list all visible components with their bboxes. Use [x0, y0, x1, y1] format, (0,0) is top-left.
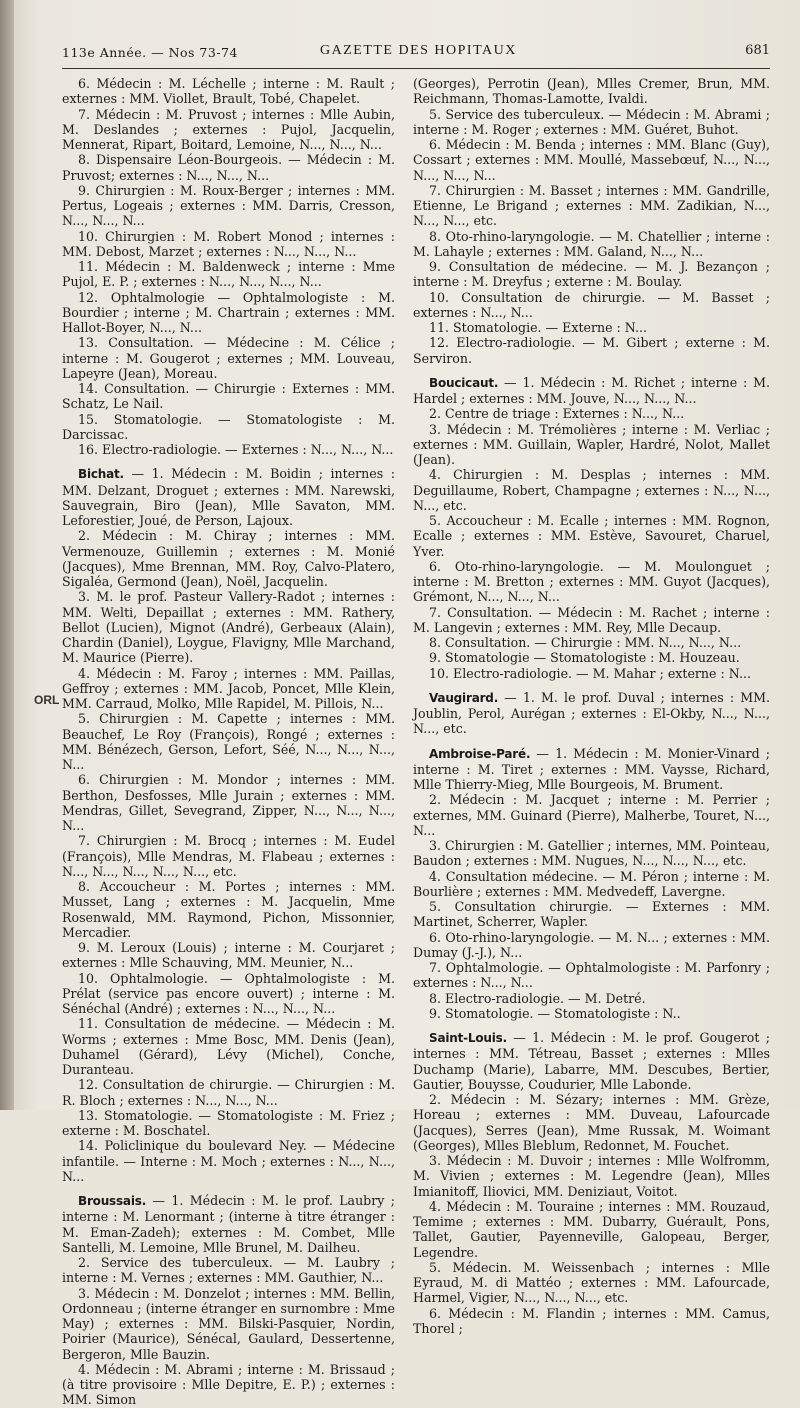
paragraph [413, 666, 770, 681]
paragraph [62, 229, 395, 260]
paragraph-text: 4. Médecin : M. Touraine ; internes : MM. Rouzaud, Temime ; externes : MM. Dubarry, Guérault, Pons, Tallet, Gautier, Payenneville, Galopeau, Berger, Legendre. [413, 1198, 770, 1260]
paragraph [62, 381, 395, 412]
paragraph [62, 466, 395, 528]
paragraph [413, 635, 770, 650]
paragraph-text: — 1. M. le prof. Duval ; internes : MM. Joublin, Perol, Aurégan ; externes : El-Okby, N..., N..., N..., etc. [413, 689, 770, 737]
paragraph-text: 7. Chirurgien : M. Basset ; internes : MM. Gandrille, Etienne, Le Brigand ; externes : MM. Zadikian, N..., N..., N..., etc. [413, 182, 770, 229]
paragraph-text: 7. Ophtalmologie. — Ophtalmologiste : M. Parfonry ; externes : N..., N... [413, 960, 770, 991]
paragraph [413, 792, 770, 838]
paragraph-text: — 1. Médecin : M. Monier-Vinard ; interne : M. Tiret ; externes : MM. Vaysse, Richard, Mlle Thierry-Mieg, Mlle Bourgeois, M. Brument. [413, 745, 770, 792]
paragraph-text: 12. Ophtalmologie — Ophtalmologiste : M. Bourdier ; interne ; M. Chartrain ; externes : MM. Hallot-Boyer, N..., N... [62, 289, 395, 335]
paragraph [413, 746, 770, 793]
paragraph [62, 183, 395, 229]
paragraph-text: — 1. Médecin : M. Boidin ; internes : MM. Delzant, Droguet ; externes : MM. Narewski, Sauvegrain, Biro (Jean), Mlle Savaton, MM. Leforestier, Joué, de Person, Lajoux. [62, 466, 395, 528]
paragraph-text: 5. Chirurgien : M. Capette ; internes : MM. Beauchef, Le Roy (François), Rongé ; externes : MM. Bénézech, Gerson, Lefort, Séé, N..., N..., N..., N... [62, 711, 395, 772]
paragraph-text: 6. Oto-rhino-laryngologie. — M. N... ; externes : MM. Dumay (J.-J.), N... [413, 929, 770, 960]
paragraph-text: 3. Médecin : M. Duvoir ; internes : Mlle Wolfromm, M. Vivien ; externes : M. Legendre (Jean), Mlles Imianitoff, Iliovici, MM. Deniziaut, Voitot. [413, 1153, 770, 1199]
paragraph [413, 650, 770, 665]
paragraph [62, 442, 395, 457]
paragraph-text: 4. Consultation médecine. — M. Péron ; interne : M. Bourlière ; externes : MM. Medvedeff, Lavergne. [413, 868, 770, 899]
paragraph-text: 4. Chirurgien : M. Desplas ; internes : MM. Deguillaume, Robert, Champagne ; externes : N..., N..., N..., etc. [413, 467, 770, 513]
paragraph-text: 3. Médecin : M. Donzelot ; internes : MM. Bellin, Ordonneau ; (interne étranger en surnombre : Mme May) ; externes : MM. Bilski-Pasquier, Nordin, Poirier (Maurice), Sénécal, Gaulard, Dessertenne, Bergeron, Mlle Bauzin. [62, 1285, 395, 1362]
right-column [413, 76, 770, 1336]
paragraph-text: 12. Electro-radiologie. — M. Gibert ; externe : M. Serviron. [413, 335, 770, 366]
paragraph-text: 13. Stomatologie. — Stomatologiste : M. Friez ; externe : M. Boschatel. [62, 1107, 395, 1138]
paragraph-text: 8. Consultation. — Chirurgie : MM. N..., N..., N... [429, 635, 742, 650]
paragraph-text: 7. Médecin : M. Pruvost ; internes : Mlle Aubin, M. Deslandes ; externes : Pujol, Jacquelin, Mennerat, Ripart, Boitard, Lemoine, N..., N..., N... [62, 106, 395, 152]
section-gap [413, 737, 770, 746]
section-gap [413, 366, 770, 375]
paragraph-text: 6. Chirurgien : M. Mondor ; internes : MM. Berthon, Desfosses, Mlle Jurain ; externes : MM. Mendras, Gillet, Sevegrand, Zipper, N..., N..., N..., N... [62, 772, 395, 833]
hospital-name: Boucicaut. [429, 375, 499, 390]
paragraph-text: 12. Consultation de chirurgie. — Chirurgien : M. R. Bloch ; externes : N..., N..., N... [62, 1077, 395, 1108]
paragraph [413, 183, 770, 229]
section-gap [62, 1184, 395, 1193]
paragraph-text: 7. Consultation. — Médecin : M. Rachet ; interne : M. Langevin ; externes : MM. Rey, Mlle Decaup. [413, 604, 770, 635]
left-column [62, 76, 395, 1408]
paragraph-text: 10. Consultation de chirurgie. — M. Basset ; externes : N..., N... [413, 289, 770, 320]
paragraph [62, 107, 395, 153]
paragraph [413, 513, 770, 559]
paragraph [413, 137, 770, 183]
paragraph [62, 666, 395, 712]
paragraph-text: 8. Dispensaire Léon-Bourgeois. — Médecin : M. Pruvost; externes : N..., N..., N... [62, 152, 395, 183]
issue-label: 113e Année. — Nos 73-74 [62, 45, 238, 60]
paragraph-text: 9. M. Leroux (Louis) ; interne : M. Courjaret ; externes : Mlle Schauving, MM. Meunier, N... [62, 940, 395, 971]
paragraph [413, 1306, 770, 1337]
paragraph [413, 375, 770, 407]
paragraph [62, 1255, 395, 1286]
paragraph [413, 1199, 770, 1260]
paragraph [62, 1108, 395, 1139]
paragraph [62, 772, 395, 833]
paragraph [413, 259, 770, 290]
paragraph-text: 2. Médecin : M. Sézary; internes : MM. Grèze, Horeau ; externes : MM. Duveau, Lafourcade (Jacques), Serres (Jean), Mme Russak, M. Woimant (Georges), Mlles Bleblum, Redonnet, M. Fouchet. [413, 1092, 770, 1153]
paragraph-text: 6. Médecin : M. Flandin ; internes : MM. Camus, Thorel ; [413, 1305, 770, 1336]
paragraph-text: 6. Oto-rhino-laryngologie. — M. Moulonguet ; interne : M. Bretton ; externes : MM. Guyot (Jacques), Grémont, N..., N..., N... [413, 558, 770, 605]
paragraph-text: 2. Médecin : M. Jacquet ; interne : M. Perrier ; externes, MM. Guinard (Pierre), Malherbe, Touret, N..., N... [413, 792, 770, 838]
paragraph-text: 9. Stomatologie — Stomatologiste : M. Houzeau. [429, 650, 740, 666]
paragraph-text: 8. Oto-rhino-laryngologie. — M. Chatellier ; interne : M. Lahayle ; externes : MM. Galand, N..., N... [413, 228, 770, 259]
paragraph-text: 10. Ophtalmologie. — Ophtalmologiste : M. Prélat (service pas encore ouvert) ; interne : M. Sénéchal (André) ; externes : N..., N..., N... [62, 970, 395, 1016]
paragraph-text: 5. Consultation chirurgie. — Externes : MM. Martinet, Scherrer, Wapler. [413, 899, 770, 930]
paragraph-text: 10. Chirurgien : M. Robert Monod ; internes : MM. Debost, Marzet ; externes : N..., N..., N... [62, 228, 395, 259]
paragraph-text: 8. Electro-radiologie. — M. Detré. [429, 990, 646, 1006]
paragraph [413, 559, 770, 605]
paragraph [62, 589, 395, 665]
paragraph [62, 1138, 395, 1184]
paragraph-text: 14. Consultation. — Chirurgie : Externes : MM. Schatz, Le Nail. [62, 381, 395, 412]
paragraph [413, 406, 770, 421]
page-number: 681 [745, 43, 770, 58]
paragraph-text: 3. Chirurgien : M. Gatellier ; internes, MM. Pointeau, Baudon ; externes : MM. Nugues, N..., N..., N..., etc. [413, 838, 770, 869]
paragraph-text: 7. Chirurgien : M. Brocq ; internes : M. Eudel (François), Mlle Mendras, M. Flabeau ; externes : N..., N..., N..., N..., N..., etc. [62, 833, 395, 879]
paragraph [62, 879, 395, 940]
paragraph [413, 107, 770, 138]
paragraph [413, 335, 770, 366]
paragraph [62, 1077, 395, 1108]
margin-annotation: ORL [34, 693, 60, 707]
paragraph-text: 5. Service des tuberculeux. — Médecin : M. Abrami ; interne : M. Roger ; externes : MM. Guéret, Buhot. [413, 106, 770, 137]
paragraph [413, 899, 770, 930]
paragraph-text: 3. M. le prof. Pasteur Vallery-Radot ; internes : MM. Welti, Depaillat ; externes : MM. Rathery, Bellot (Lucien), Mignot (André), Gerbeaux (Alain), Chardin (Daniel), Loygue, Flavigny, Mlle Marchand, M. Maurice (Pierre). [62, 589, 395, 666]
section-gap [413, 681, 770, 690]
page-header [62, 40, 770, 69]
paragraph [413, 960, 770, 991]
paragraph-text: 9. Stomatologie. — Stomatologiste : N.. [429, 1005, 681, 1021]
paragraph [62, 290, 395, 336]
paragraph [62, 1362, 395, 1408]
paragraph [62, 1193, 395, 1255]
paragraph [62, 971, 395, 1017]
paragraph [413, 869, 770, 900]
paragraph-text: 11. Stomatologie. — Externe : N... [429, 320, 648, 335]
paragraph-text: 15. Stomatologie. — Stomatologiste : M. Darcissac. [62, 411, 395, 442]
paragraph-text: 5. Médecin. M. Weissenbach ; internes : Mlle Eyraud, M. di Mattéo ; externes : MM. Lafourcade, Harmel, Vigier, N..., N..., N..., etc. [413, 1259, 770, 1306]
section-gap [413, 1021, 770, 1030]
paragraph-text: 11. Médecin : M. Baldenweck ; interne : Mme Pujol, E. P. ; externes : N..., N..., N..., N... [62, 259, 395, 290]
paragraph [62, 528, 395, 589]
section-gap [62, 457, 395, 466]
paragraph [413, 690, 770, 737]
paragraph-text: — 1. Médecin : M. le prof. Laubry ; interne : M. Lenormant ; (interne à titre étranger : M. Eman-Zadeh); externes : M. Combet, Mlle Santelli, M. Lemoine, Mlle Brunel, M. Dailheu. [62, 1193, 395, 1255]
paragraph-text: 6. Médecin : M. Léchelle ; interne : M. Rault ; externes : MM. Viollet, Brault, Tobé, Chapelet. [62, 76, 395, 107]
paragraph [413, 290, 770, 321]
paragraph [62, 259, 395, 290]
paragraph [62, 1286, 395, 1362]
hospital-name: Saint-Louis. [429, 1031, 507, 1045]
paragraph [413, 422, 770, 468]
paragraph [62, 940, 395, 971]
paragraph [62, 76, 395, 107]
paragraph [62, 1016, 395, 1077]
paragraph-text: 6. Médecin : M. Benda ; internes : MM. Blanc (Guy), Cossart ; externes : MM. Moullé, Massebœuf, N..., N..., N..., N..., N... [413, 137, 770, 183]
paragraph [413, 605, 770, 636]
paragraph-text: 5. Accoucheur : M. Ecalle ; internes : MM. Rognon, Ecalle ; externes : MM. Estève, Savouret, Charuel, Yver. [413, 513, 770, 559]
paragraph [413, 467, 770, 513]
paragraph [413, 1092, 770, 1153]
paragraph [413, 1260, 770, 1306]
paragraph-text: — 1. Médecin : M. Richet ; interne : M. Hardel ; externes : MM. Jouve, N..., N..., N... [413, 374, 770, 406]
paragraph [413, 1030, 770, 1092]
paragraph-text: 9. Consultation de médecine. — M. J. Bezançon ; interne : M. Dreyfus ; externe : M. Boulay. [413, 259, 770, 290]
paragraph [62, 833, 395, 879]
paragraph [413, 229, 770, 260]
paragraph [413, 320, 770, 335]
paragraph-text: 2. Médecin : M. Chiray ; internes : MM. Vermenouze, Guillemin ; externes : M. Monié (Jacques), Mme Brennan, MM. Roy, Calvo-Platero, Sigaléa, Germond (Jean), Noël, Jacquelin. [62, 528, 395, 589]
hospital-name: Bichat. [78, 467, 124, 482]
binding-spine [0, 0, 14, 1110]
paragraph-text: 3. Médecin : M. Trémolières ; interne : M. Verliac ; externes : MM. Guillain, Wapler, Hardré, Nolot, Mallet (Jean). [413, 421, 770, 467]
hospital-name: Vaugirard. [429, 690, 499, 705]
paragraph [413, 1153, 770, 1199]
paragraph [62, 412, 395, 443]
paragraph-text: 4. Médecin : M. Faroy ; internes : MM. Paillas, Geffroy ; externes : MM. Jacob, Poncet, Mlle Klein, MM. Carraud, Molko, Mlle Rapidel, M. Pillois, N... [62, 665, 395, 711]
paragraph-text: (Georges), Perrotin (Jean), Mlles Cremer, Brun, MM. Reichmann, Thomas-Lamotte, Ivaldi. [413, 76, 770, 107]
paragraph-text: 9. Chirurgien : M. Roux-Berger ; internes : MM. Pertus, Logeais ; externes : MM. Darris, Cresson, N..., N..., N... [62, 182, 395, 229]
hospital-name: Broussais. [78, 1194, 147, 1208]
paragraph-text: 4. Médecin : M. Abrami ; interne : M. Brissaud ; (à titre provisoire : Mlle Depitre, E. P.) ; externes : MM. Simon [62, 1361, 395, 1408]
paragraph-text: 14. Policlinique du boulevard Ney. — Médecine infantile. — Interne : M. Moch ; externes : N..., N..., N... [62, 1138, 395, 1184]
paragraph-text: 8. Accoucheur : M. Portes ; internes : MM. Musset, Lang ; externes : M. Jacquelin, Mme Rosenwald, MM. Raymond, Pichon, Missonnier, Mercadier. [62, 879, 395, 940]
paragraph [62, 152, 395, 183]
paragraph [413, 991, 770, 1006]
journal-title: GAZETTE DES HOPITAUX [320, 43, 517, 58]
paragraph-text: 16. Electro-radiologie. — Externes : N..., N..., N... [78, 442, 394, 457]
paragraph [413, 76, 770, 107]
paragraph-text: 11. Consultation de médecine. — Médecin : M. Worms ; externes : Mme Bosc, MM. Denis (Jean), Duhamel (Gérard), Lévy (Michel), Conche, Duranteau. [62, 1016, 395, 1077]
paragraph-text: — 1. Médecin : M. le prof. Gougerot ; internes : MM. Tétreau, Basset ; externes : Mlles Duchamp (Marie), Labarre, MM. Descubes, Bertier, Gautier, Bouysse, Coudurier, Mlle Labonde. [413, 1030, 770, 1092]
paragraph [413, 930, 770, 961]
paragraph-text: 2. Service des tuberculeux. — M. Laubry ; interne : M. Vernes ; externes : MM. Gauthier, N... [62, 1255, 395, 1286]
paragraph [62, 711, 395, 772]
paragraph [413, 838, 770, 869]
paragraph [413, 1006, 770, 1021]
paragraph-text: 2. Centre de triage : Externes : N..., N... [429, 406, 685, 422]
paragraph [62, 335, 395, 381]
hospital-name: Ambroise-Paré. [429, 746, 531, 761]
paragraph-text: 13. Consultation. — Médecine : M. Célice ; interne : M. Gougerot ; externes ; MM. Louveau, Lapeyre (Jean), Moreau. [62, 335, 395, 381]
paragraph-text: 10. Electro-radiologie. — M. Mahar ; externe : N... [429, 665, 751, 681]
